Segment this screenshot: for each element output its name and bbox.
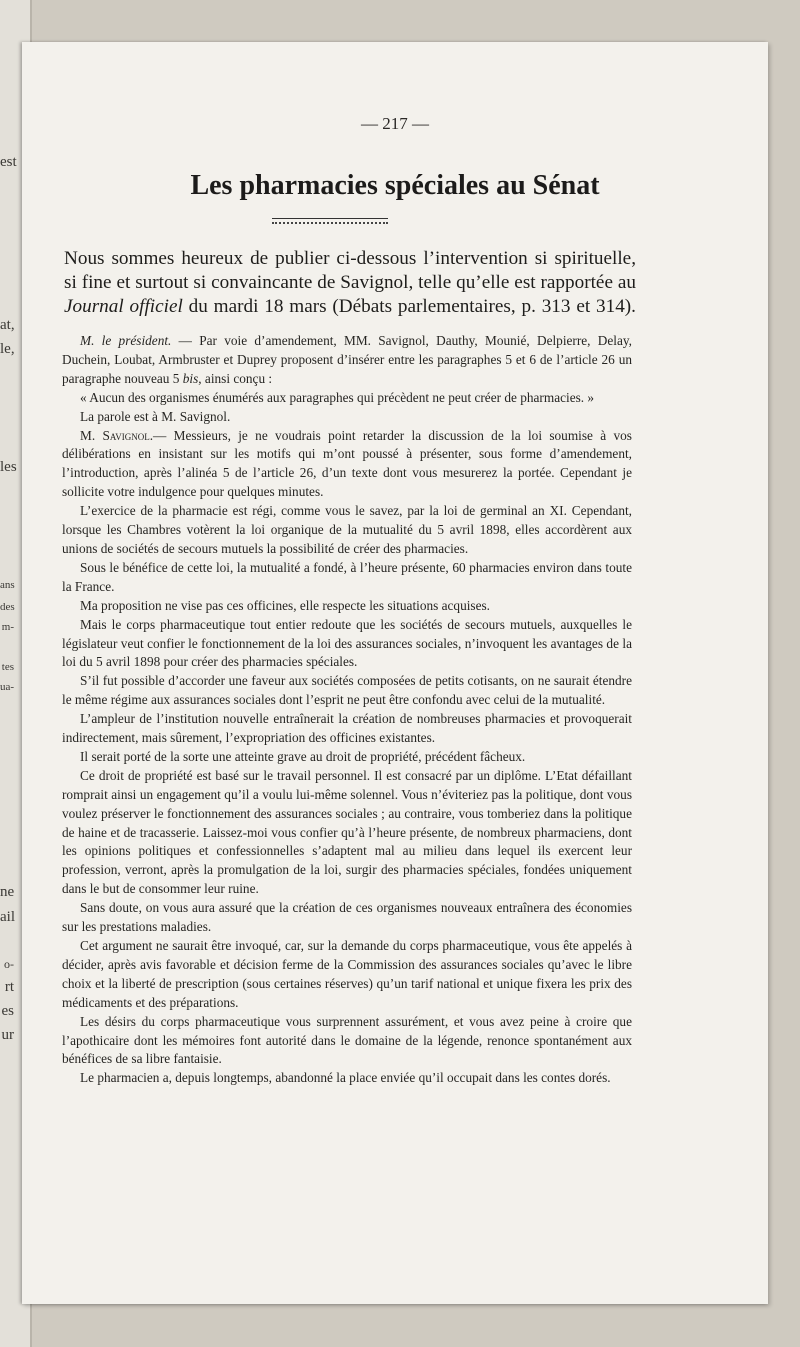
intro-paragraph	[64, 247, 636, 319]
previous-page-fragment: rt	[4, 979, 14, 995]
journal-title: Journal officiel	[64, 296, 183, 317]
paragraph: Sans doute, on vous aura assuré que la création de ces organismes nouveaux entraînera des économies sur les prestations maladies.	[62, 900, 632, 935]
title-rule	[272, 218, 388, 224]
paragraph: S’il fut possible d’accorder une faveur aux sociétés composées de petits cotisants, on ne saurait étendre le même régime aux assurances sociales dont l’esprit ne peut être confondu avec celui de la mutualité.	[62, 673, 632, 708]
previous-page-fragment: es	[1, 1003, 14, 1019]
previous-page-fragment: tes	[1, 661, 14, 673]
previous-page-fragment: at,	[0, 317, 15, 333]
speaker-savignol: M. Savignol.	[80, 427, 154, 443]
intro-part2: du mardi 18 mars (Débats parlementaires, p. 313 et 314).	[182, 296, 636, 317]
previous-page-fragment: le,	[0, 341, 15, 357]
document-page	[22, 42, 768, 1304]
previous-page-fragment: ua-	[0, 681, 15, 693]
paragraph: Ma proposition ne vise pas ces officines, elle respecte les situations acquises.	[80, 597, 491, 613]
paragraph: Il serait porté de la sorte une atteinte grave au droit de propriété, précédent fâcheux.	[80, 748, 526, 764]
intro-part1: Nous sommes heureux de publier ci-dessous l’intervention si spirituelle, si fine et surtout si convaincante de Savignol, telle qu’elle est rapportée au	[64, 248, 636, 293]
paragraph: Sous le bénéfice de cette loi, la mutualité a fondé, à l’heure présente, 60 pharmacies environ dans toute la France.	[62, 559, 632, 594]
paragraph: L’exercice de la pharmacie est régi, comme vous le savez, par la loi de germinal an XI. Cependant, lorsque les Chambres votèrent la loi organique de la mutualité du 5 avril 1898, elles accordèrent aux unions de sociétés de secours mutuels la possibilité de créer des pharmacies.	[62, 503, 632, 556]
previous-page-fragment: ne	[0, 884, 15, 900]
paragraph: Ce droit de propriété est basé sur le travail personnel. Il est consacré par un diplôme. L’Etat défaillant romprait ainsi un engagement qu’il a voulu lui-même solennel. Vous n’éviteriez pas la politique, dont vous voulez préserver le fonctionnement des assurances sociales ; au contraire, vous tomberiez dans la politique de haine et de tracasserie. Laissez-moi vous confier qu’à l’heure présente, de nombreux pharmaciens, dont les opinions politiques et confessionnelles s’adaptent mal au milieu dans lequel ils exercent leur profession, verront, après la promulgation de la loi, surgir des pharmacies spéciales, fondées uniquement dans le but de consommer leur ruine.	[62, 767, 632, 897]
paragraph: Mais le corps pharmaceutique tout entier redoute que les sociétés de secours mutuels, auxquelles le législateur veut confier le fonctionnement de la loi des assurances sociales, n’invoquent les avantages de la loi du 5 avril 1898 pour créer des pharmacies spéciales.	[62, 616, 632, 670]
previous-page-fragment: ail	[0, 909, 15, 925]
paragraph-text: — Messieurs, je ne voudrais point retarder la discussion de la loi soumise à vos délibérations en insistant sur les motifs qui m’ont poussé à présenter, sous forme d’amendement, l’introduction, après l’alinéa 5 de l’article 26, d’un texte dont vous mesurerez la portée. Cependant je sollicite votre indulgence pour quelques minutes.	[62, 427, 632, 500]
paragraph: L’ampleur de l’institution nouvelle entraînerait la création de nombreuses pharmacies et provoquerait indirectement, mais sûrement, l’expropriation des officines existantes.	[62, 711, 632, 746]
speaker-president: M. le président.	[80, 333, 172, 348]
savignol-paragraph	[62, 427, 632, 503]
president-text: — Par voie d’amendement, MM. Savignol, Dauthy, Mounié, Delpierre, Delay, Duchein, Loubat, Armbruster et Duprey proposent d’insérer entre les paragraphes 5 et 6 de l’article 26 un paragraphe nouveau 5	[62, 333, 632, 386]
amendment-quote: « Aucun des organismes énumérés aux paragraphes qui précèdent ne peut créer de pharmacies. »	[80, 389, 595, 405]
debate-text	[62, 332, 632, 1088]
parole-line: La parole est à M. Savignol.	[80, 408, 231, 424]
page-number: — 217 —	[361, 114, 429, 133]
bis-text: bis	[182, 370, 199, 386]
previous-page-fragment: m-	[1, 621, 14, 633]
previous-page-fragment: est	[0, 154, 17, 170]
president-end: , ainsi conçu :	[198, 370, 273, 386]
paragraph: Le pharmacien a, depuis longtemps, abandonné la place enviée qu’il occupait dans les contes dorés.	[80, 1070, 611, 1086]
previous-page-fragment: les	[0, 459, 17, 475]
previous-page-fragment: ur	[1, 1027, 14, 1043]
page-title: Les pharmacies spéciales au Sénat	[190, 170, 600, 201]
intro-text	[64, 247, 636, 319]
paragraph: Cet argument ne saurait être invoqué, car, sur la demande du corps pharmaceutique, vous ête appelés à décider, après avis favorable et décision ferme de la Commission des assurances sociales qu’avec le libre choix et la liberté de prescription (sous certaines réserves) qu’un tarif national et unique fixera les prix des médicaments et des préparations.	[62, 938, 632, 1010]
previous-page-fragment: des	[0, 601, 15, 613]
paragraph: Les désirs du corps pharmaceutique vous surprennent assurément, et vous avez peine à croire que l’apothicaire dont les mémoires font autorité dans le domaine de la légende, renonce spontanément aux bénéfices de sa libre fantaisie.	[62, 1013, 632, 1067]
previous-page-fragment: ans	[0, 579, 15, 591]
president-paragraph	[62, 332, 632, 389]
previous-page-fragment: o-	[4, 957, 14, 971]
